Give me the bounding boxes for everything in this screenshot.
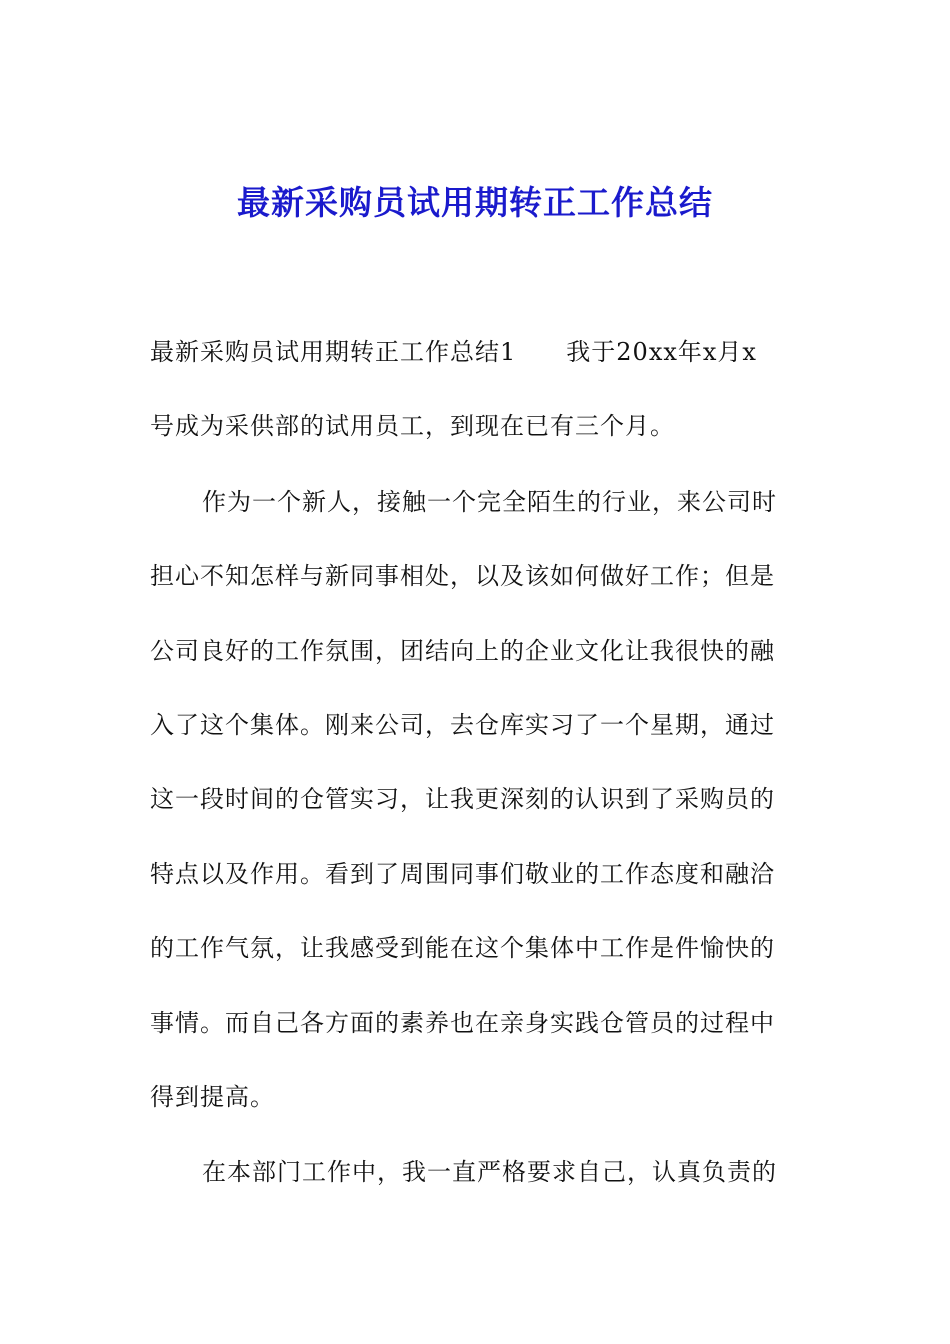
paragraph-2-line-4: 入了这个集体。刚来公司，去仓库实习了一个星期，通过: [150, 711, 775, 739]
paragraph-2-line-7: 的工作气氛，让我感受到能在这个集体中工作是件愉快的: [150, 934, 775, 962]
paragraph-2-line-8: 事情。而自己各方面的素养也在亲身实践仓管员的过程中: [150, 1009, 775, 1037]
paragraph-2-line-3: 公司良好的工作氛围，团结向上的企业文化让我很快的融: [150, 637, 775, 665]
paragraph-2-line-2: 担心不知怎样与新同事相处，以及该如何做好工作；但是: [150, 562, 775, 590]
paragraph-1-line-2: 号成为采供部的试用员工，到现在已有三个月。: [150, 412, 675, 440]
document-title: 最新采购员试用期转正工作总结: [237, 183, 713, 222]
paragraph-1-line-1: [150, 335, 800, 369]
paragraph-2-line-6: 特点以及作用。看到了周围同事们敬业的工作态度和融洽: [150, 860, 775, 888]
paragraph-2-line-9: 得到提高。: [150, 1083, 275, 1111]
paragraph-1-line-1-text-continued: 我于20xx年x月x: [566, 338, 757, 366]
paragraph-2-line-1: 作为一个新人，接触一个完全陌生的行业，来公司时: [202, 488, 777, 516]
paragraph-3-line-1: 在本部门工作中，我一直严格要求自己，认真负责的: [202, 1158, 777, 1186]
paragraph-1-line-1-text: 最新采购员试用期转正工作总结1: [150, 338, 517, 366]
paragraph-2-line-5: 这一段时间的仓管实习，让我更深刻的认识到了采购员的: [150, 785, 775, 813]
